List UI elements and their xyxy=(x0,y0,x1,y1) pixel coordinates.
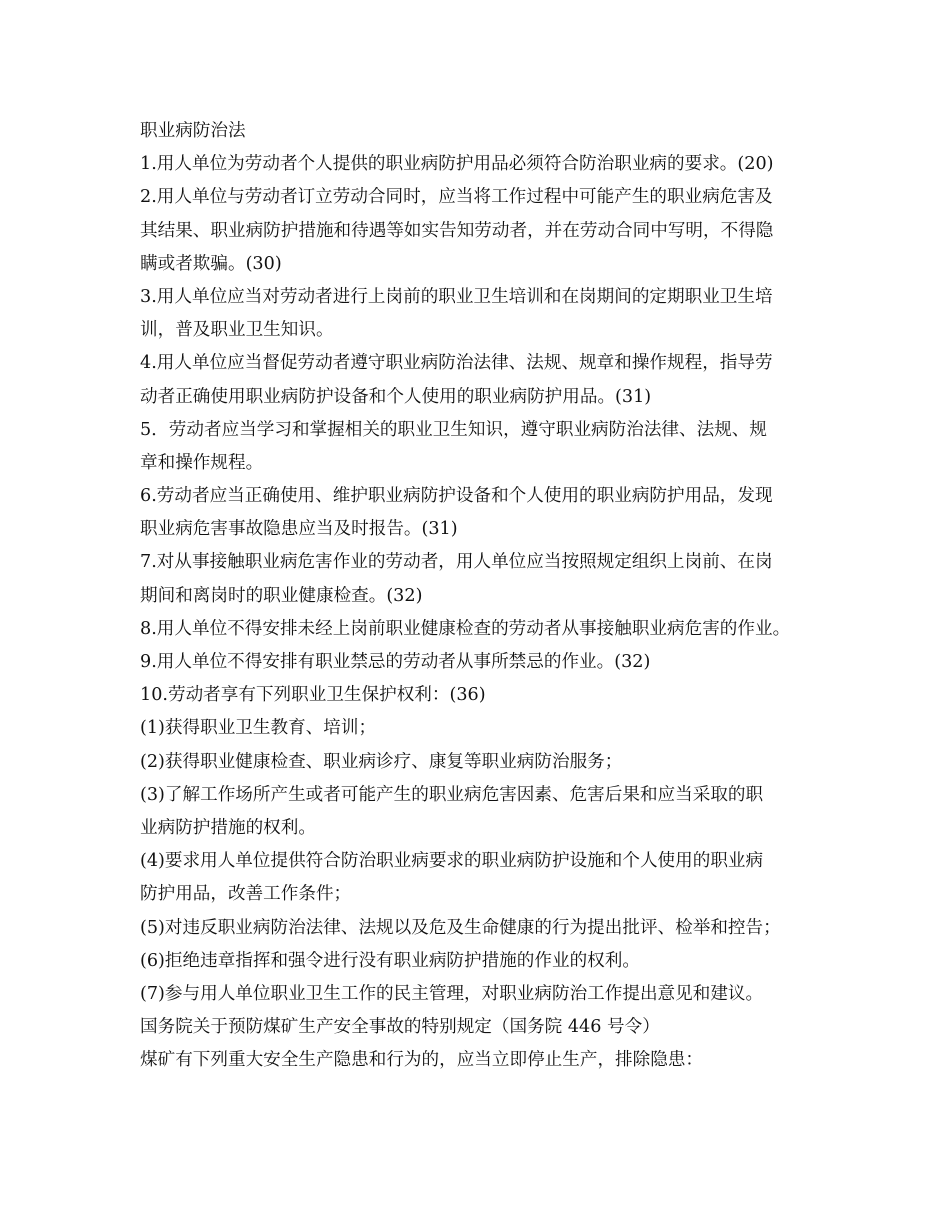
text-line: 职业病危害事故隐患应当及时报告。(31) xyxy=(140,519,458,540)
text-line: 煤矿有下列重大安全生产隐患和行为的，应当立即停止生产，排除隐患： xyxy=(140,1050,704,1071)
list-item: (6)拒绝违章指挥和强令进行没有职业病防护措施的作业的权利。 xyxy=(140,950,640,971)
list-item: (3)了解工作场所产生或者可能产生的职业病危害因素、危害后果和应当采取的职 xyxy=(140,784,764,805)
text-line: 3.用人单位应当对劳动者进行上岗前的职业卫生培训和在岗期间的定期职业卫生培 xyxy=(140,286,773,307)
list-item: (1)获得职业卫生教育、培训； xyxy=(140,718,377,739)
section-title: 职业病防治法 xyxy=(140,121,246,141)
text-line: 期间和离岗时的职业健康检查。(32) xyxy=(140,585,423,606)
text-line: 章和操作规程。 xyxy=(140,452,264,473)
text-line: 7.对从事接触职业病危害作业的劳动者，用人单位应当按照规定组织上岗前、在岗 xyxy=(140,552,773,573)
list-item: (5)对违反职业病防治法律、法规以及危及生命健康的行为提出批评、检举和控告； xyxy=(140,917,781,938)
text-line: 6.劳动者应当正确使用、维护职业病防护设备和个人使用的职业病防护用品，发现 xyxy=(140,486,773,507)
section-title: 国务院关于预防煤矿生产安全事故的特别规定（国务院 446 号令） xyxy=(140,1017,660,1038)
list-item: (7)参与用人单位职业卫生工作的民主管理，对职业病防治工作提出意见和建议。 xyxy=(140,983,764,1004)
list-item: (4)要求用人单位提供符合防治职业病要求的职业病防护设施和个人使用的职业病 xyxy=(140,851,764,872)
text-line: 4.用人单位应当督促劳动者遵守职业病防治法律、法规、规章和操作规程，指导劳 xyxy=(140,353,773,374)
text-line: 训，普及职业卫生知识。 xyxy=(140,320,334,341)
text-line: 1.用人单位为劳动者个人提供的职业病防护用品必须符合防治职业病的要求。(20) xyxy=(140,154,774,175)
text-line: 5．劳动者应当学习和掌握相关的职业卫生知识，遵守职业病防治法律、法规、规 xyxy=(140,419,767,440)
text-line: 2.用人单位与劳动者订立劳动合同时，应当将工作过程中可能产生的职业病危害及 xyxy=(140,187,773,208)
text-line: 9.用人单位不得安排有职业禁忌的劳动者从事所禁忌的作业。(32) xyxy=(140,652,651,672)
text-line: 其结果、职业病防护措施和待遇等如实告知劳动者，并在劳动合同中写明，不得隐 xyxy=(140,220,774,241)
text-line: 10.劳动者享有下列职业卫生保护权利：(36) xyxy=(140,685,486,706)
text-line: 8.用人单位不得安排未经上岗前职业健康检查的劳动者从事接触职业病危害的作业。 xyxy=(140,618,791,639)
document-body xyxy=(140,115,830,1077)
list-item: 业病防护措施的权利。 xyxy=(140,817,316,838)
text-line: 动者正确使用职业病防护设备和个人使用的职业病防护用品。(31) xyxy=(140,386,652,407)
text-line: 瞒或者欺骗。(30) xyxy=(140,253,282,274)
list-item: 防护用品，改善工作条件； xyxy=(140,884,352,905)
list-item: (2)获得职业健康检查、职业病诊疗、康复等职业病防治服务； xyxy=(140,751,623,772)
